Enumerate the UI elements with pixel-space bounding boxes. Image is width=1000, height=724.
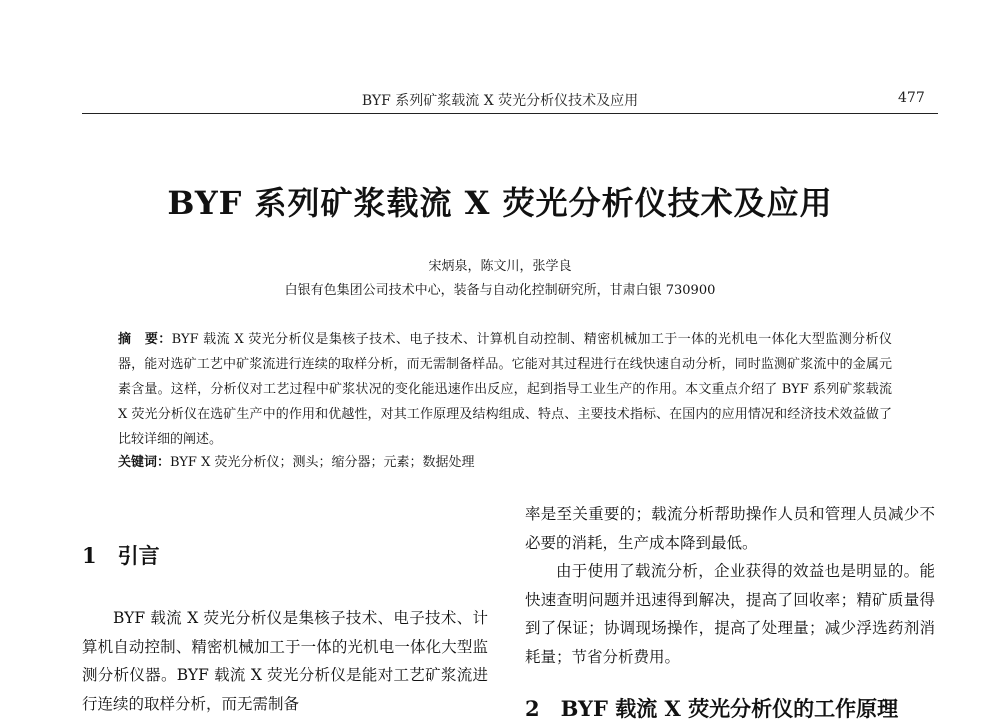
keywords-text: BYF X 荧光分析仪；测头；缩分器；元素；数据处理 (170, 455, 475, 470)
affiliation: 白银有色集团公司技术中心，装备与自动化控制研究所，甘肃白银 730900 (284, 283, 716, 298)
section-1-heading: 1 引言 (82, 543, 160, 568)
abstract (118, 327, 892, 452)
page-number: 477 (898, 90, 925, 106)
keywords-label: 关键词： (118, 455, 171, 470)
left-column (82, 604, 488, 718)
header-rule (82, 113, 938, 114)
paper-title: BYF 系列矿浆载流 X 荧光分析仪技术及应用 (167, 184, 833, 222)
right-column-paragraph: 由于使用了载流分析，企业获得的效益也是明显的。能快速查明问题并迅速得到解决，提高了回收率；精矿质量得到了保证；协调现场操作，提高了处理量；减少浮选药剂消耗量；节省分析费用。 (525, 562, 935, 666)
right-column-continuation: 率是至关重要的；载流分析帮助操作人员和管理人员减少不必要的消耗，生产成本降到最低。 (525, 505, 935, 552)
keywords (118, 450, 892, 475)
abstract-text: BYF 载流 X 荧光分析仪是集核子技术、电子技术、计算机自动控制、精密机械加工于一体的光机电一体化大型监测分析仪器，能对选矿工艺中矿浆流进行连续的取样分析，而无需制备样品。它能对其过程进行在线快速自动分析，同时监测矿浆流中的金属元素含量。这样，分析仪对工艺过程中矿浆状况的变化能迅速作出反应，起到指导工业生产的作用。本文重点介绍了 BYF 系列矿浆载流 X 荧光分析仪在选矿生产中的作用和优越性，对其工作原理及结构组成、特点、主要技术指标、在国内的应用情况和经济技术效益做了比较详细的阐述。 (118, 332, 892, 447)
right-column (525, 500, 935, 671)
running-title: BYF 系列矿浆载流 X 荧光分析仪技术及应用 (361, 93, 639, 109)
section-1-paragraph: BYF 载流 X 荧光分析仪是集核子技术、电子技术、计算机自动控制、精密机械加工于一体的光机电一体化大型监测分析仪器。BYF 载流 X 荧光分析仪是能对工艺矿浆流进行连续的取样分析，而无需制备 (82, 609, 488, 713)
abstract-label: 摘 要： (118, 332, 172, 347)
authors: 宋炳泉，陈文川，张学良 (428, 259, 572, 274)
section-2-heading: 2 BYF 载流 X 荧光分析仪的工作原理 (525, 696, 899, 721)
